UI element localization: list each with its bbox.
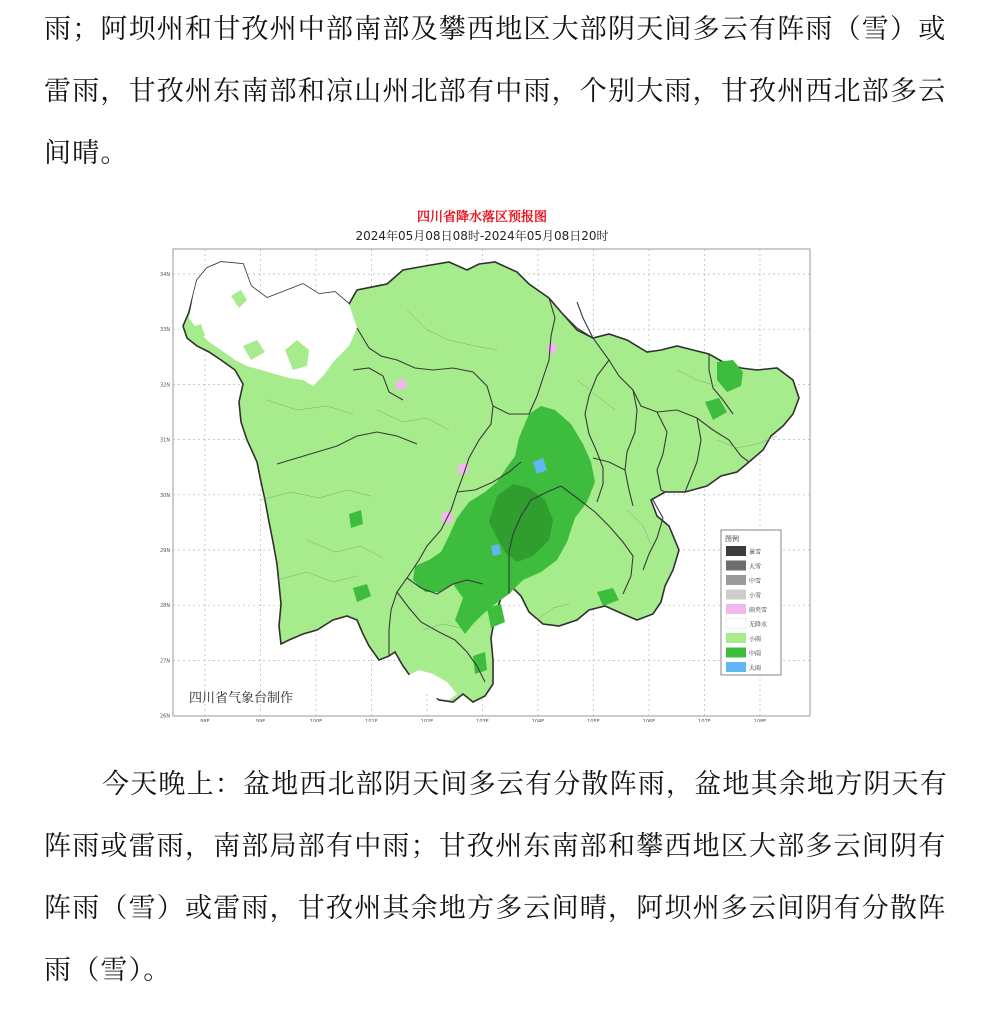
legend-swatch: [726, 662, 746, 672]
lat-tick-label: 30N: [160, 492, 171, 499]
legend-label: 大雨: [749, 665, 762, 672]
legend-label: 中雨: [749, 650, 762, 658]
lat-tick-label: 27N: [160, 658, 171, 665]
lon-tick-label: 102E: [420, 719, 434, 722]
lon-tick-label: 101E: [365, 719, 378, 722]
legend-label: 大雪: [749, 563, 762, 571]
lat-tick-label: 32N: [160, 382, 171, 389]
precipitation-forecast-map: [157, 200, 812, 722]
map-title: 四川省降水落区预报图: [416, 210, 548, 225]
lon-tick-label: 107E: [698, 719, 711, 722]
legend-swatch: [726, 648, 746, 658]
legend-label: 雨夹雪: [749, 607, 768, 614]
legend-label: 无降水: [749, 621, 768, 629]
map-subtitle: 2024年05月08日08时-2024年05月08日20时: [355, 229, 609, 243]
map-legend: [721, 530, 781, 675]
legend-swatch: [726, 604, 746, 614]
legend-swatch: [726, 633, 746, 643]
legend-label: 暴雪: [749, 549, 762, 556]
lon-tick-label: 103E: [476, 719, 489, 722]
forecast-paragraph-daytime: 雨；阿坝州和甘孜州中部南部及攀西地区大部阴天间多云有阵雨（雪）或雷雨，甘孜州东南部和凉山州北部有中雨，个别大雨，甘孜州西北部多云间晴。: [44, 14, 947, 169]
map-credit: 四川省气象台制作: [189, 691, 294, 706]
lon-tick-label: 100E: [309, 719, 323, 722]
forecast-paragraph-evening: 今天晚上：盆地西北部阴天间多云有分散阵雨，盆地其余地方阴天有阵雨或雷雨，南部局部有中雨；甘孜州东南部和攀西地区大部多云间阴有阵雨（雪）或雷雨，甘孜州其余地方多云间晴，阿坝州多云间阴有分散阵雨（雪）。: [44, 769, 948, 986]
legend-label: 中雪: [749, 578, 762, 585]
lat-tick-label: 28N: [160, 603, 171, 610]
legend-label: 小雪: [749, 592, 762, 600]
map-canvas: [157, 200, 812, 722]
lon-tick-label: 105E: [587, 719, 600, 722]
lat-tick-label: 26N: [160, 713, 171, 720]
legend-swatch: [726, 590, 746, 600]
legend-swatch: [726, 546, 746, 556]
lon-tick-label: 104E: [531, 719, 545, 722]
lon-tick-label: 108E: [753, 719, 767, 722]
lon-tick-label: 98E: [200, 719, 210, 722]
lat-tick-label: 34N: [160, 272, 171, 278]
legend-swatch: [726, 575, 746, 585]
lat-tick-label: 29N: [160, 548, 171, 554]
legend-swatch: [726, 619, 746, 629]
lon-tick-label: 106E: [642, 719, 656, 722]
lat-tick-label: 31N: [160, 437, 171, 444]
lon-tick-label: 99E: [255, 719, 266, 722]
lat-tick-label: 33N: [160, 327, 171, 334]
legend-swatch: [726, 561, 746, 571]
legend-title: 图例: [725, 535, 739, 543]
legend-label: 小雨: [749, 636, 762, 643]
